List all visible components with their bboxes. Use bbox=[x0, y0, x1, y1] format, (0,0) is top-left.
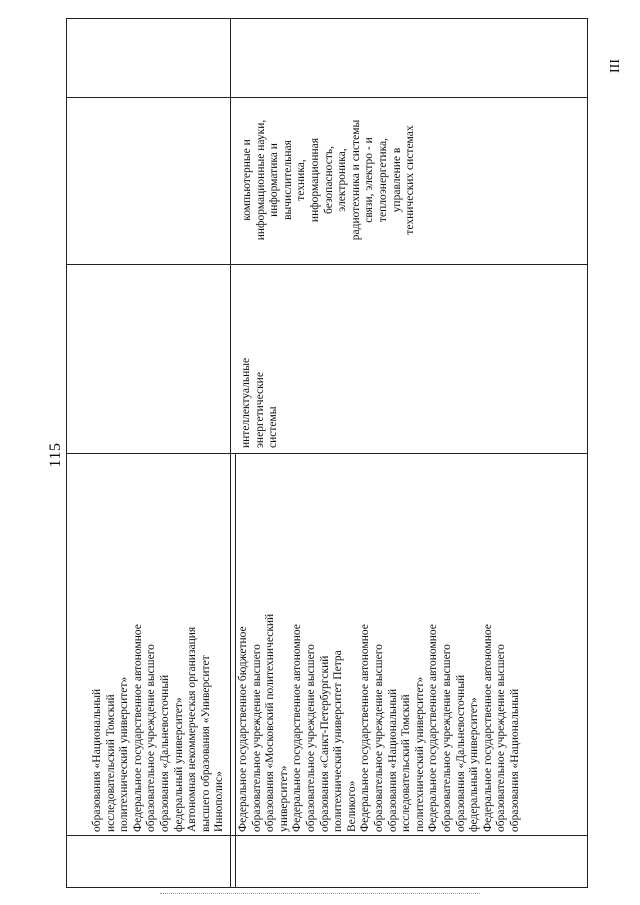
org-line: Федеральное государственное автономное bbox=[131, 624, 144, 832]
page-number: 115 bbox=[47, 442, 64, 468]
org-line: образовательное учреждение высшего bbox=[440, 644, 453, 832]
field-line: информационная bbox=[308, 137, 321, 223]
system-line: энергетические bbox=[253, 372, 266, 448]
system-line: интеллектуальные bbox=[240, 357, 252, 448]
org-line: федеральный университет» bbox=[172, 697, 185, 832]
org-line: исследовательский Томский bbox=[104, 694, 117, 832]
org-line: Федеральное государственное автономное bbox=[427, 624, 440, 832]
field-line: безопасность, bbox=[322, 146, 335, 214]
field-line: теплоэнергетика, bbox=[376, 137, 389, 223]
field-line: компьютерные и bbox=[241, 139, 253, 221]
table-divider bbox=[66, 264, 588, 265]
field-line: электроника, bbox=[336, 148, 349, 212]
org-line: политехнический университет» bbox=[118, 676, 131, 832]
table-divider bbox=[66, 835, 588, 836]
row-top-organizations bbox=[91, 458, 227, 832]
org-line: политехнический университет» bbox=[413, 676, 426, 832]
scan-edge-dots bbox=[160, 893, 480, 894]
org-line: образования «Московский политехнический bbox=[264, 613, 277, 832]
org-line: Федеральное государственное автономное bbox=[291, 624, 304, 832]
org-line: образовательное учреждение высшего bbox=[250, 644, 263, 832]
field-line: информатика и bbox=[268, 143, 281, 217]
org-line: Федеральное государственное автономное bbox=[359, 624, 372, 832]
table-divider bbox=[66, 453, 588, 454]
field-line: техника, bbox=[295, 159, 308, 201]
level-roman-numeral: III bbox=[608, 59, 623, 73]
field-line: вычислительная bbox=[281, 140, 294, 220]
row-divider-double bbox=[235, 453, 236, 888]
org-line: Федеральное государственное автономное bbox=[481, 624, 494, 832]
system-line: системы bbox=[267, 406, 280, 448]
row-main-scientific-fields bbox=[241, 100, 418, 260]
org-line: политехнический университет Петра bbox=[332, 650, 345, 832]
field-line: технических системах bbox=[404, 125, 417, 235]
org-line: университет» bbox=[277, 765, 290, 832]
org-line: Федеральное государственное бюджетное bbox=[237, 626, 249, 832]
org-line: Иннополис» bbox=[213, 771, 226, 832]
field-line: управление в bbox=[390, 147, 403, 213]
field-line: радиотехника и системы bbox=[349, 119, 362, 241]
org-line: Автономная некоммерческая организация bbox=[186, 626, 199, 832]
org-line: образовательное учреждение высшего bbox=[304, 644, 317, 832]
org-line: образования «Дальневосточный bbox=[454, 674, 467, 832]
org-line: исследовательский Томский bbox=[400, 694, 413, 832]
org-line: образования «Национальный bbox=[91, 688, 103, 832]
org-line: образовательное учреждение высшего bbox=[145, 644, 158, 832]
row-main-system-name bbox=[240, 268, 281, 448]
row-divider bbox=[230, 18, 231, 888]
org-line: образования «Санкт-Петербургский bbox=[318, 655, 331, 832]
field-line: связи, электро - и bbox=[363, 137, 376, 223]
org-line: образовательное учреждение высшего bbox=[372, 644, 385, 832]
org-line: образования «Национальный bbox=[386, 688, 399, 832]
org-line: высшего образования «Университет bbox=[199, 655, 212, 832]
row-main-organizations bbox=[237, 458, 522, 832]
org-line: Великого» bbox=[345, 780, 358, 832]
org-line: образования «Дальневосточный bbox=[158, 674, 171, 832]
org-line: образования «Национальный bbox=[508, 688, 521, 832]
table-divider bbox=[66, 97, 588, 98]
org-line: образовательное учреждение высшего bbox=[495, 644, 508, 832]
field-line: информационные науки, bbox=[254, 119, 267, 241]
org-line: федеральный университет» bbox=[468, 697, 481, 832]
